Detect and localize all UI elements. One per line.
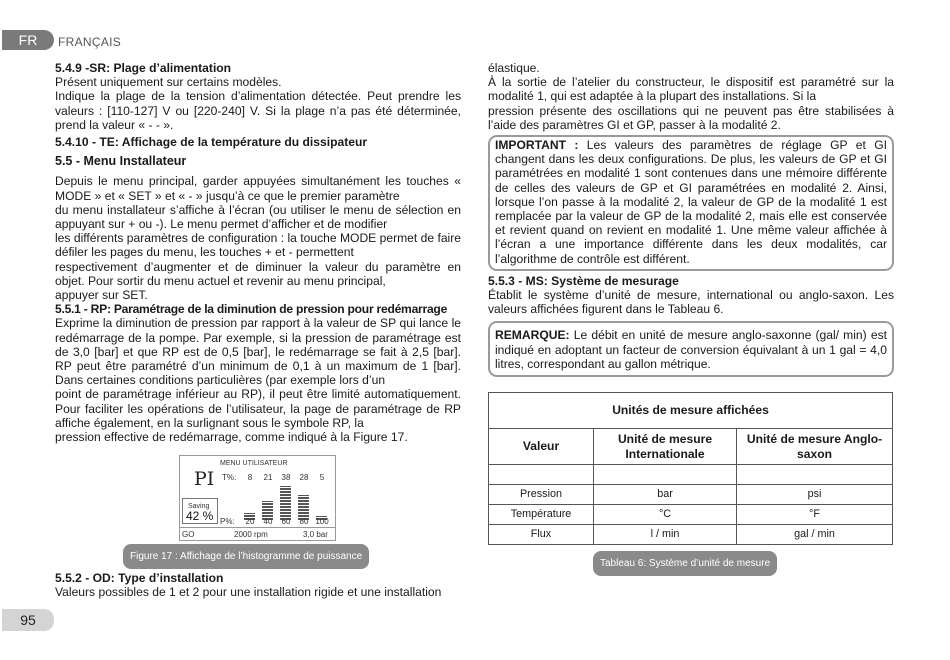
section-5-4-9-line2: Indique la plage de la tension d’alimentation détectée. Peut prendre les valeurs : [110-127] V ou [220-240] V. Si la plage n’a pas été déterminée, prend la valeur « - - ». bbox=[55, 89, 461, 132]
section-5-5-1-para1: Exprime la diminution de pression par rapport à la valeur de SP qui lance le redémarrage de la pompe. Par exemple, si la pression de paramétrage est de 3,0 [bar] et que RP est de 0,5 [bar], le redémarrage se fait à 2,5 [bar]. RP peut être paramétré d’un minimum de 0,1 à un maximum de 1 [bar]. Dans certaines conditions particulières (par exemple lors d’un bbox=[55, 316, 461, 388]
table-row bbox=[489, 505, 893, 525]
saving-value: 42 % bbox=[186, 509, 214, 524]
table-cell bbox=[737, 465, 893, 485]
display-pressure: 3,0 bar bbox=[303, 530, 328, 540]
section-5-5-para4: respectivement d’augmenter et de diminuer la valeur du paramètre en objet. Pour sortir du menu actuel et revenir au menu principal, bbox=[55, 259, 461, 288]
continuation-para3: pression présente des oscillations qui ne peuvent pas être stabilisées à l’aide des paramètres GI et GP, passer à la modalité 2. bbox=[488, 103, 894, 132]
remarque-box bbox=[488, 321, 894, 377]
section-5-5-1-title: 5.5.1 - RP: Paramétrage de la diminution de pression pour redémarrage bbox=[55, 302, 448, 317]
table-cell: psi bbox=[737, 485, 893, 505]
table-6-caption: Tableau 6: Système d’unité de mesure bbox=[593, 551, 777, 576]
page-number: 95 bbox=[2, 609, 54, 631]
right-column bbox=[488, 61, 894, 576]
section-5-5-para3: les différents paramètres de configuration : la touche MODE permet de faire défiler les pages du menu, les touches + et - permettent bbox=[55, 231, 461, 260]
display-power-value: 80 bbox=[299, 517, 309, 527]
saving-label: Saving bbox=[188, 503, 210, 511]
display-time-value: 5 bbox=[319, 473, 325, 483]
section-5-5-2-title: 5.5.2 - OD: Type d’installation bbox=[55, 571, 224, 586]
section-5-4-9-line1: Présent uniquement sur certains modèles. bbox=[55, 75, 282, 90]
language-name: FRANÇAIS bbox=[58, 35, 122, 49]
section-5-4-9-title: 5.4.9 -SR: Plage d’alimentation bbox=[55, 61, 232, 75]
language-tab: FR bbox=[2, 30, 54, 50]
table-row bbox=[489, 525, 893, 545]
display-parameter-label: PI bbox=[194, 468, 215, 491]
saving-box bbox=[182, 498, 218, 524]
section-5-5-para2: du menu installateur s’affiche à l’écran (ou utiliser le menu de sélection en appuyant sur + ou -). Le menu permet d’afficher et de modifier bbox=[55, 202, 461, 232]
table-cell: bar bbox=[594, 485, 737, 505]
display-time-value: 8 bbox=[247, 473, 253, 483]
left-column bbox=[55, 61, 461, 600]
table-row bbox=[489, 485, 893, 505]
display-power-value: 40 bbox=[263, 517, 273, 527]
table-header-anglo-saxon: Unité de mesure Anglo-saxon bbox=[737, 429, 893, 465]
display-power-label: P%: bbox=[220, 517, 235, 527]
section-5-4-10-title: 5.4.10 - TE: Affichage de la température du dissipateur bbox=[55, 135, 368, 150]
section-5-5-1-para3: pression effective de redémarrage, comme indiqué à la Figure 17. bbox=[55, 430, 408, 445]
table-cell: Flux bbox=[489, 525, 594, 545]
table-cell bbox=[594, 465, 737, 485]
section-5-5-title: 5.5 - Menu Installateur bbox=[55, 154, 187, 169]
important-box bbox=[488, 135, 894, 271]
table-cell: °F bbox=[737, 505, 893, 525]
section-5-5-3-title: 5.5.3 - MS: Système de mesurage bbox=[488, 273, 679, 288]
table-cell bbox=[489, 465, 594, 485]
display-power-value: 100 bbox=[315, 517, 329, 527]
section-5-5-2-para1: Valeurs possibles de 1 et 2 pour une installation rigide et une installation bbox=[55, 585, 442, 600]
table-header-international: Unité de mesure Internationale bbox=[594, 429, 737, 465]
remarque-label: REMARQUE: bbox=[495, 328, 570, 343]
table-title: Unités de mesure affichées bbox=[489, 393, 893, 429]
display-power-value: 20 bbox=[245, 517, 255, 527]
important-label: IMPORTANT : bbox=[495, 138, 579, 153]
table-row bbox=[489, 465, 893, 485]
important-text: Les valeurs des paramètres de réglage GP et GI changent dans les deux configurations. De plus, les valeurs de GP et GI paramétrées en modalité 1 sont contenues dans une mémoire différente de celles des valeurs de GP et GI paramétrées en modalité 2. Ainsi, lorsque l’on passe à la modalité 2, la valeur de GP de la modalité 1 est remplacée par la valeur de GP de la modalité 2, mais elle est conservée et revient quand on revient en modalité 1. Une même valeur affichée à l’écran a une importance différente dans les deux modalités, car l’algorithme de contrôle est différent. bbox=[495, 138, 887, 266]
continuation-para1: élastique. bbox=[488, 61, 540, 75]
power-histogram-display bbox=[179, 455, 336, 541]
table-cell: °C bbox=[594, 505, 737, 525]
section-5-5-3-para1: Établit le système d’unité de mesure, international ou anglo-saxon. Les valeurs affichées figurent dans le Tableau 6. bbox=[488, 288, 894, 317]
units-table bbox=[488, 392, 893, 545]
section-5-5-1-para2: point de paramétrage inférieur au RP), il peut être limité automatiquement. Pour faciliter les opérations de l’utilisateur, la page de paramétrage de RP affiche également, en la surlignant sous le symbole RP, la bbox=[55, 387, 461, 430]
remarque-text: Le débit en unité de mesure anglo-saxonne (gal/ min) est indiqué en adoptant un facteur de conversion équivalant à un 1 gal = 4,0 litres, correspondant au gallon métrique. bbox=[495, 328, 887, 371]
table-cell: l / min bbox=[594, 525, 737, 545]
section-5-5-para5: appuyer sur SET. bbox=[55, 288, 148, 303]
display-go-label: GO bbox=[182, 530, 195, 540]
display-power-value: 60 bbox=[281, 517, 291, 527]
section-5-5-para1: Depuis le menu principal, garder appuyées simultanément les touches « MODE » et « SET » et « - » jusqu’à ce que le premier paramètre bbox=[55, 174, 461, 203]
table-cell: Température bbox=[489, 505, 594, 525]
display-menu-title: MENU UTILISATEUR bbox=[220, 460, 288, 468]
display-time-value: 38 bbox=[281, 473, 291, 483]
display-rpm: 2000 rpm bbox=[234, 530, 268, 540]
display-time-value: 28 bbox=[299, 473, 309, 483]
continuation-para2: À la sortie de l’atelier du constructeur, le dispositif est paramétré sur la modalité 1, qui est adaptée à la plupart des installations. Si la bbox=[488, 75, 894, 104]
display-time-label: T%: bbox=[222, 473, 237, 483]
figure-17-caption: Figure 17 : Affichage de l’histogramme de puissance bbox=[123, 544, 369, 569]
table-cell: gal / min bbox=[737, 525, 893, 545]
table-cell: Pression bbox=[489, 485, 594, 505]
table-header-value: Valeur bbox=[489, 429, 594, 465]
display-time-value: 21 bbox=[263, 473, 273, 483]
